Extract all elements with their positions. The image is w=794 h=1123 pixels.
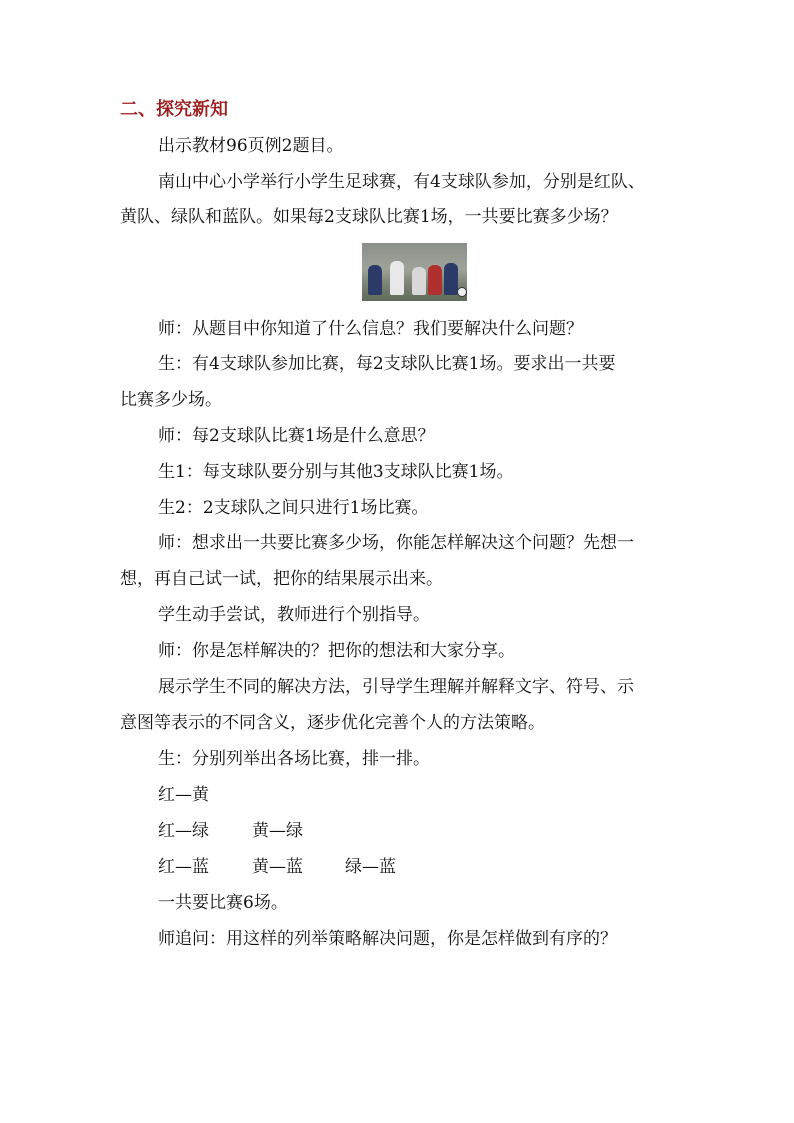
paragraph-line: 师：你是怎样解决的？把你的想法和大家分享。 [158, 641, 515, 661]
paragraph-line: 生2：2支球队之间只进行1场比赛。 [158, 498, 429, 518]
paragraph-line: 意图等表示的不同含义，逐步优化完善个人的方法策略。 [120, 713, 545, 733]
paragraph-line: 师：想求出一共要比赛多少场，你能怎样解决这个问题？先想一 [158, 533, 634, 553]
match-pair: 黄—蓝 [252, 857, 303, 877]
paragraph-line: 比赛多少场。 [120, 390, 222, 410]
paragraph-line: 出示教材96页例2题目。 [158, 136, 344, 156]
section-heading: 二、探究新知 [120, 99, 228, 120]
followup-line: 师追问：用这样的列举策略解决问题，你是怎样做到有序的？ [158, 929, 617, 949]
paragraph-line: 黄队、绿队和蓝队。如果每2支球队比赛1场，一共要比赛多少场？ [120, 207, 618, 227]
match-pair: 绿—蓝 [345, 857, 396, 877]
match-pair: 黄—绿 [252, 821, 303, 841]
paragraph-line: 南山中心小学举行小学生足球赛，有4支球队参加，分别是红队、 [158, 172, 645, 192]
soccer-players-photo [362, 243, 467, 301]
match-pair: 红—绿 [158, 821, 209, 841]
paragraph-line: 生：有4支球队参加比赛，每2支球队比赛1场。要求出一共要 [158, 354, 616, 374]
paragraph-line: 师：每2支球队比赛1场是什么意思？ [158, 426, 435, 446]
match-pair: 红—蓝 [158, 857, 209, 877]
paragraph-line: 生：分别列举出各场比赛，排一排。 [158, 749, 430, 769]
paragraph-line: 展示学生不同的解决方法，引导学生理解并解释文字、符号、示 [158, 677, 634, 697]
match-pair: 红—黄 [158, 785, 209, 805]
paragraph-line: 学生动手尝试，教师进行个别指导。 [158, 605, 430, 625]
total-line: 一共要比赛6场。 [158, 893, 288, 913]
paragraph-line: 生1：每支球队要分别与其他3支球队比赛1场。 [158, 462, 514, 482]
paragraph-line: 想，再自己试一试，把你的结果展示出来。 [120, 569, 443, 589]
paragraph-line: 师：从题目中你知道了什么信息？我们要解决什么问题？ [158, 319, 583, 339]
